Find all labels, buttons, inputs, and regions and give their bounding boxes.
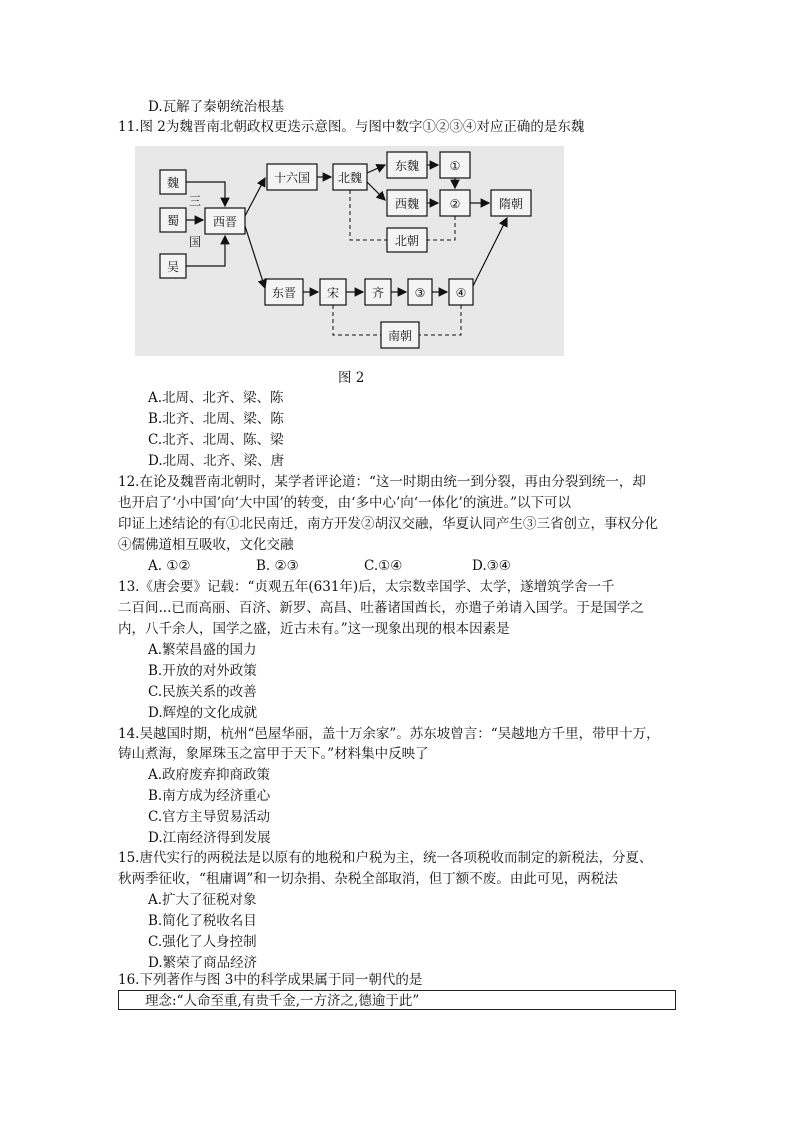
q12-option-b: B. ②③: [256, 558, 299, 574]
q15-option-d: D.繁荣了商品经济: [148, 955, 258, 971]
q14-option-c: C.官方主导贸易活动: [148, 809, 271, 825]
label-song: 宋: [326, 286, 340, 300]
q15-line-1: 15.唐代实行的两税法是以原有的地税和户税为主，统一各项税收而制定的新税法，分夏、: [118, 850, 653, 866]
label-suichao: 隋朝: [498, 197, 524, 211]
q14-line-1: 14.吴越国时期，杭州“邑屋华丽，盖十万余家”。苏东坡曾言：“吴越地方千里，带甲十万，: [118, 726, 660, 742]
label-n4: ④: [455, 286, 467, 300]
label-n1: ①: [449, 159, 461, 173]
q12-option-a: A. ①②: [148, 558, 191, 574]
label-beiwei: 北魏: [337, 171, 363, 185]
q12-options: [148, 556, 668, 576]
label-n3: ③: [414, 286, 426, 300]
q12-line-4: ④儒佛道相互吸收，文化交融: [118, 537, 294, 553]
label-dongjin: 东晋: [271, 286, 297, 300]
q14-option-d: D.江南经济得到发展: [148, 830, 271, 846]
q11-option-b: B.北齐、北周、梁、陈: [148, 411, 284, 427]
q15-line-2: 秋两季征收，“租庸调”和一切杂捐、杂税全部取消，但丁额不废。由此可见，两税法: [118, 871, 618, 887]
q11-option-a: A.北周、北齐、梁、陈: [148, 390, 284, 406]
q16-figure-3-box: 理念:“人命至重,有贵千金,一方济之,德逾于此”: [118, 990, 676, 1010]
q14-option-a: A.政府废弃抑商政策: [148, 767, 271, 783]
q13-option-b: B.开放的对外政策: [148, 663, 257, 679]
q11-stem: 11.图 2为魏晋南北朝政权更迭示意图。与图中数字①②③④对应正确的是东魏: [118, 119, 585, 135]
q11-option-d: D.北周、北齐、梁、唐: [148, 453, 285, 469]
q12-option-d: D.③④: [472, 558, 511, 574]
figure-2-diagram: [135, 146, 564, 356]
q13-option-a: A.繁荣昌盛的国力: [148, 642, 257, 658]
label-nanchao: 南朝: [387, 329, 413, 343]
label-shu: 蜀: [166, 214, 180, 228]
figure-2-caption: 图 2: [338, 370, 365, 386]
q12-option-c: C.①④: [364, 558, 403, 574]
q16-stem: 16.下列著作与图 3中的科学成果属于同一朝代的是: [118, 972, 423, 988]
q12-line-3: 印证上述结论的有①北民南迁，南方开发②胡汉交融，华夏认同产生③三省创立，事权分化: [118, 516, 658, 532]
q13-option-c: C.民族关系的改善: [148, 684, 257, 700]
q12-line-1: 12.在论及魏晋南北朝时，某学者评论道：“这一时期由统一到分裂，再由分裂到统一，却: [118, 474, 646, 490]
q15-option-c: C.强化了人身控制: [148, 934, 257, 950]
label-qi: 齐: [371, 286, 385, 300]
label-dongwei: 东魏: [394, 159, 420, 173]
label-beichao: 北朝: [394, 234, 420, 248]
q13-option-d: D.辉煌的文化成就: [148, 705, 258, 721]
label-san: 三: [188, 194, 202, 208]
q10-option-d: D.瓦解了秦朝统治根基: [148, 99, 285, 115]
label-n2: ②: [449, 197, 461, 211]
label-wei: 魏: [166, 176, 180, 190]
label-xiwei: 西魏: [394, 197, 420, 211]
q14-line-2: 铸山煮海，象犀珠玉之富甲于天下。”材料集中反映了: [118, 746, 429, 762]
label-shiliuguo: 十六国: [273, 171, 311, 185]
label-guo: 国: [188, 235, 202, 249]
q13-line-3: 内，八千余人，国学之盛，近古未有。”这一现象出现的根本因素是: [118, 621, 510, 637]
dynasty-succession-diagram: [135, 146, 564, 356]
q13-line-1: 13.《唐会要》记载：“贞观五年(631年)后，太宗数幸国学、太学，遂增筑学舍一千: [118, 579, 615, 595]
q15-option-a: A.扩大了征税对象: [148, 892, 257, 908]
q13-line-2: 二百间...已而高丽、百济、新罗、高昌、吐蕃诸国酋长，亦遣子弟请入国学。于是国学之: [118, 600, 644, 616]
label-wu: 吴: [166, 260, 180, 274]
q11-option-c: C.北齐、北周、陈、梁: [148, 432, 284, 448]
q14-option-b: B.南方成为经济重心: [148, 788, 271, 804]
label-xijin: 西晋: [212, 215, 238, 229]
q15-option-b: B.简化了税收名目: [148, 913, 257, 929]
q12-line-2: 也开启了‘小中国’向‘大中国’的转变，由‘多中心’向‘一体化’的演进。”以下可以: [118, 495, 571, 511]
